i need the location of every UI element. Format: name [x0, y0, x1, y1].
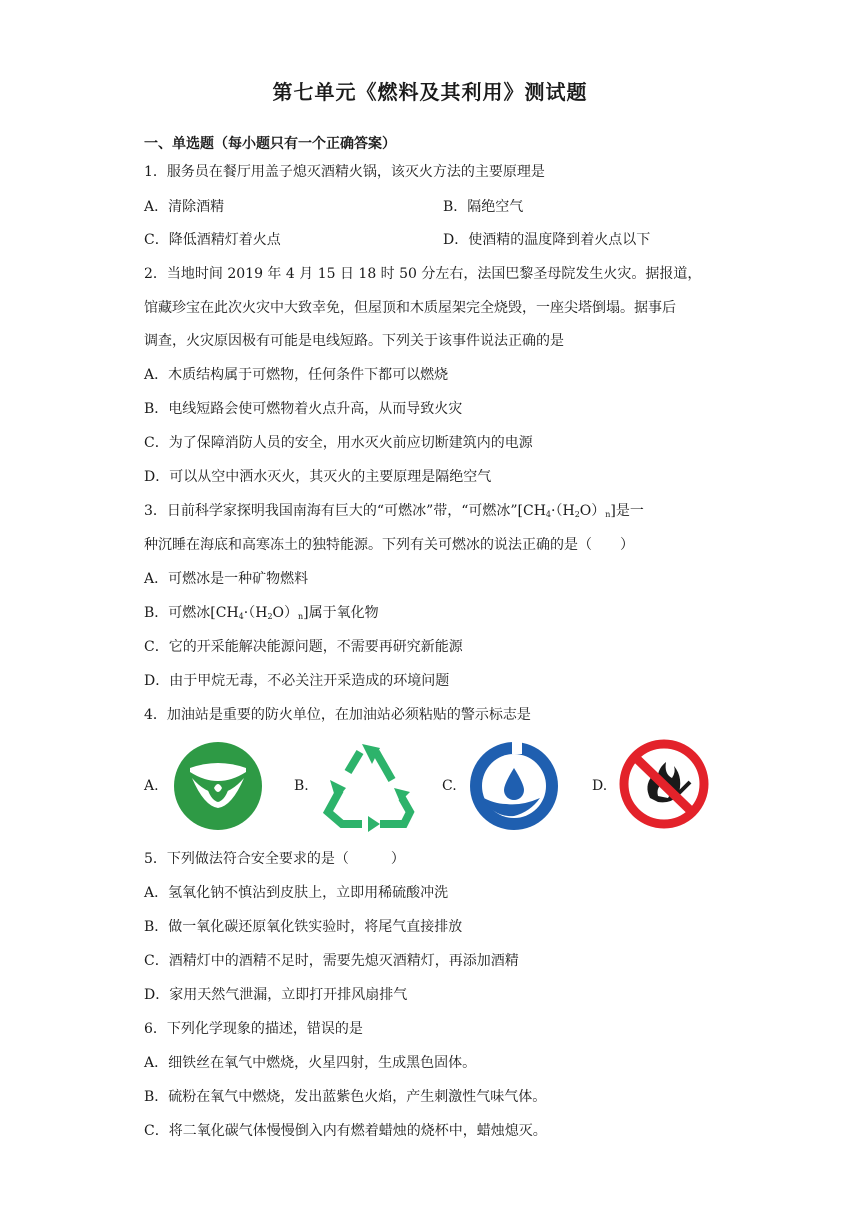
- q3-stem-line2: 种沉睡在海底和高寒冻土的独特能源。下列有关可燃冰的说法正确的是（ ）: [144, 537, 634, 553]
- q2-stem-line2: 馆藏珍宝在此次火灾中大致幸免，但屋顶和木质屋架完全烧毁，一座尖塔倒塌。据事后: [144, 300, 676, 316]
- q3-sub: 2: [574, 510, 580, 519]
- q6-stem: 6．下列化学现象的描述，错误的是: [144, 1021, 363, 1037]
- q2-option-d: D．可以从空中洒水灭火，其灭火的主要原理是隔绝空气: [144, 469, 492, 485]
- q1-option-a: A．清除酒精: [144, 199, 225, 215]
- q4-option-d[interactable]: [592, 738, 724, 834]
- q3-option-c: C．它的开采能解决能源问题，不需要再研究新能源: [144, 639, 463, 655]
- q4-option-a-label: A.: [144, 778, 159, 794]
- q1-option-d: D．使酒精的温度降到着火点以下: [443, 232, 651, 248]
- recycle-icon: [318, 738, 418, 834]
- q3-b-text: ·（H: [243, 605, 268, 621]
- q5-option-c: C．酒精灯中的酒精不足时，需要先熄灭酒精灯，再添加酒精: [144, 953, 519, 969]
- q4-option-b[interactable]: [294, 738, 424, 834]
- q2-option-b: B．电线短路会使可燃物着火点升高，从而导致火灾: [144, 401, 463, 417]
- q2-stem-line3: 调查，火灾原因极有可能是电线短路。下列关于该事件说法正确的是: [144, 333, 564, 349]
- q4-icon-options: [144, 738, 724, 834]
- q5-option-d: D．家用天然气泄漏，立即打开排风扇排气: [144, 987, 408, 1003]
- page-title: 第七单元《燃料及其利用》测试题: [272, 80, 588, 104]
- q3-b-text: ]属于氧化物: [303, 605, 379, 621]
- q1-stem: 1．服务员在餐厅用盖子熄灭酒精火锅，该灭火方法的主要原理是: [144, 164, 545, 180]
- green-food-logo-icon: [170, 738, 266, 834]
- q5-option-b: B．做一氧化碳还原氧化铁实验时，将尾气直接排放: [144, 919, 463, 935]
- q3-b-text: B．可燃冰[CH: [144, 605, 239, 621]
- q2-option-a: A．木质结构属于可燃物，任何条件下都可以燃烧: [144, 367, 449, 383]
- section-heading: 一、单选题（每小题只有一个正确答案）: [144, 136, 396, 152]
- q4-option-c-label: C.: [442, 778, 457, 794]
- q6-option-c: C．将二氧化碳气体慢慢倒入内有燃着蜡烛的烧杯中，蜡烛熄灭。: [144, 1123, 547, 1139]
- q4-option-a[interactable]: [144, 738, 284, 834]
- q5-stem: 5．下列做法符合安全要求的是（ ）: [144, 851, 405, 867]
- q3-option-b: [144, 604, 379, 626]
- q4-option-c[interactable]: [442, 738, 572, 834]
- water-saving-icon: [466, 738, 562, 834]
- q3-option-a: A．可燃冰是一种矿物燃料: [144, 571, 309, 587]
- q4-option-d-label: D.: [592, 778, 608, 794]
- q3-text: ·（H: [551, 503, 575, 519]
- q4-stem: 4．加油站是重要的防火单位，在加油站必须粘贴的警示标志是: [144, 707, 531, 723]
- q2-option-c: C．为了保障消防人员的安全，用水灭火前应切断建筑内的电源: [144, 435, 533, 451]
- q3-option-d: D．由于甲烷无毒，不必关注开采造成的环境问题: [144, 673, 450, 689]
- q3-text: ]是一: [610, 503, 644, 519]
- q3-text: 3．日前科学家探明我国南海有巨大的“可燃冰”带，“可燃冰”[CH: [144, 503, 546, 519]
- no-fire-icon: [618, 738, 710, 830]
- q6-option-a: A．细铁丝在氧气中燃烧，火星四射，生成黑色固体。: [144, 1055, 477, 1071]
- q3-b-sub: n: [298, 612, 304, 621]
- q1-option-b: B．隔绝空气: [443, 199, 524, 215]
- q6-option-b: B．硫粉在氧气中燃烧，发出蓝紫色火焰，产生刺激性气味气体。: [144, 1089, 547, 1105]
- q3-text: O）: [579, 503, 606, 519]
- q3-b-sub: 4: [238, 612, 244, 621]
- q3-sub: n: [605, 510, 611, 519]
- q3-sub: 4: [545, 510, 552, 519]
- q1-option-c: C．降低酒精灯着火点: [144, 232, 281, 248]
- q2-stem-line1: 2．当地时间 2019 年 4 月 15 日 18 时 50 分左右，法国巴黎圣母院发生火灾。据报道，: [144, 266, 702, 282]
- q3-b-text: O）: [272, 605, 299, 621]
- q5-option-a: A．氢氧化钠不慎沾到皮肤上，立即用稀硫酸冲洗: [144, 885, 449, 901]
- q4-option-b-label: B.: [294, 778, 309, 794]
- q3-b-sub: 2: [267, 612, 273, 621]
- q3-stem-line1: [144, 502, 644, 524]
